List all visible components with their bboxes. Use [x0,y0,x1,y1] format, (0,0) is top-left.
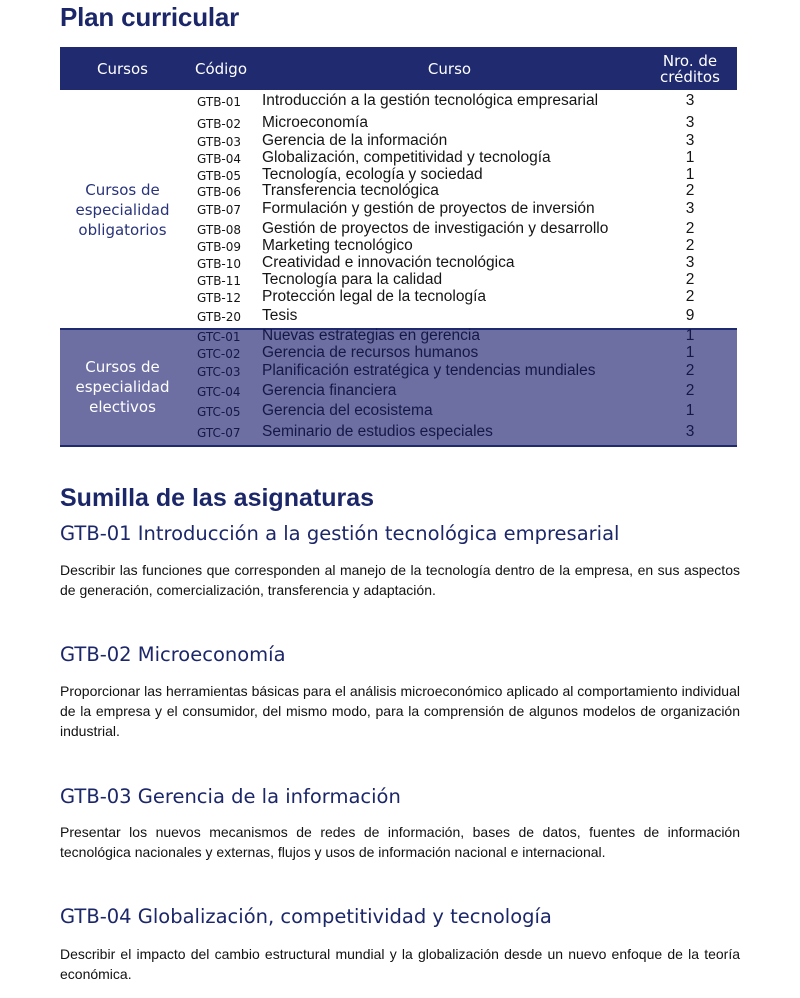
table-row [60,363,737,379]
table-row [60,255,737,271]
credits-cell: 2 [685,288,695,305]
header-creditos: Nro. de créditos [660,51,720,86]
table-row [60,403,737,419]
course-name-cell: Gerencia financiera [262,382,397,399]
sumilla-text-4: Describir el impacto del cambio estructural mundial y la globalización desde un nuevo enfoque de la teoría económica. [60,946,740,982]
course-name-cell: Tecnología, ecología y sociedad [262,166,483,183]
course-name-cell: Microeconomía [262,114,368,131]
sumilla-heading-3: GTB-03 Gerencia de la información [60,785,401,808]
sumilla-text-2: Proporcionar las herramientas básicas para el análisis microeconómico aplicado al comportamiento individual de la empresa y el consumidor, del mismo modo, para la comprensión de algunos modelos de organización industrial. [60,683,740,739]
code-cell: GTB-05 [197,169,242,183]
plan-title: Plan curricular [60,2,240,32]
code-cell: GTC-02 [197,347,241,361]
course-name-cell: Creatividad e innovación tecnológica [262,254,515,271]
course-name-cell: Gerencia de la información [262,132,448,149]
sumilla-title: Sumilla de las asignaturas [60,484,375,512]
code-cell: GTC-01 [197,330,241,344]
header-curso: Curso [427,59,472,78]
credits-cell: 3 [685,423,695,440]
sumilla-text-1: Describir las funciones que corresponden al manejo de la tecnología dentro de la empresa, en sus aspectos de generación, comercialización, transferencia y adaptación. [60,562,740,598]
code-cell: GTB-02 [197,117,242,131]
header-codigo: Código [194,59,248,78]
code-cell: GTB-01 [197,95,242,109]
course-name-cell: Nuevas estrategias en gerencia [262,327,480,344]
table-row [60,93,737,109]
header-cursos: Cursos [97,59,148,78]
table-row [60,221,737,237]
course-name-cell: Seminario de estudios especiales [262,423,493,440]
credits-cell: 3 [685,92,695,109]
code-cell: GTB-10 [197,257,242,271]
sumilla-text-3: Presentar los nuevos mecanismos de redes de información, bases de datos, fuentes de información tecnológica nacionales y externas, flujos y usos de información nacional e internacional. [60,824,740,860]
credits-cell: 9 [685,307,695,324]
table-header [60,47,737,90]
table-row [60,383,737,399]
group-label-electivos: Cursos de especialidad electivos [75,358,170,416]
table-row [60,328,737,344]
table-row [60,201,737,217]
sumilla-heading-2: GTB-02 Microeconomía [60,643,286,666]
credits-cell: 3 [685,254,695,271]
code-cell: GTB-20 [197,310,242,324]
table-row [60,345,737,361]
table-row [60,150,737,166]
curriculum-table [60,47,737,440]
course-name-cell: Formulación y gestión de proyectos de inversión [262,200,595,217]
code-cell: GTC-05 [197,405,241,419]
code-cell: GTB-04 [197,152,242,166]
credits-cell: 1 [685,344,695,361]
table-row [60,133,737,149]
group-label-obligatorios: Cursos de especialidad obligatorios [75,181,170,239]
code-cell: GTB-08 [197,223,242,237]
credits-cell: 2 [685,182,695,199]
credits-cell: 1 [685,149,695,166]
table-row [60,238,737,254]
table-row [60,308,737,324]
code-cell: GTB-09 [197,240,242,254]
table-row [60,424,737,440]
course-name-cell: Gestión de proyectos de investigación y desarrollo [262,220,609,237]
table-row [60,115,737,131]
credits-cell: 2 [685,382,695,399]
sumilla-heading-1: GTB-01 Introducción a la gestión tecnológica empresarial [60,522,620,545]
course-name-cell: Tecnología para la calidad [262,271,443,288]
credits-cell: 1 [685,402,695,419]
code-cell: GTB-03 [197,135,242,149]
course-name-cell: Planificación estratégica y tendencias mundiales [262,362,596,379]
code-cell: GTB-07 [197,203,242,217]
course-name-cell: Globalización, competitividad y tecnología [262,149,551,166]
course-name-cell: Marketing tecnológico [262,237,413,254]
course-name-cell: Protección legal de la tecnología [262,288,487,305]
code-cell: GTB-11 [197,274,242,288]
table-row [60,183,737,199]
credits-cell: 1 [685,166,695,183]
credits-cell: 3 [685,114,695,131]
credits-cell: 2 [685,362,695,379]
course-name-cell: Introducción a la gestión tecnológica empresarial [262,92,599,109]
course-name-cell: Tesis [262,307,298,324]
code-cell: GTC-07 [197,426,241,440]
credits-cell: 3 [685,132,695,149]
credits-cell: 3 [685,200,695,217]
course-name-cell: Gerencia del ecosistema [262,402,433,419]
code-cell: GTC-04 [197,385,241,399]
credits-cell: 2 [685,220,695,237]
code-cell: GTB-06 [197,185,242,199]
credits-cell: 2 [685,271,695,288]
course-name-cell: Gerencia de recursos humanos [262,344,479,361]
sumilla-heading-4: GTB-04 Globalización, competitividad y tecnología [60,905,552,928]
code-cell: GTC-03 [197,365,241,379]
table-row [60,289,737,305]
code-cell: GTB-12 [197,291,242,305]
credits-cell: 2 [685,237,695,254]
table-row [60,167,737,183]
course-name-cell: Transferencia tecnológica [262,182,439,199]
table-row [60,272,737,288]
credits-cell: 1 [685,327,695,344]
